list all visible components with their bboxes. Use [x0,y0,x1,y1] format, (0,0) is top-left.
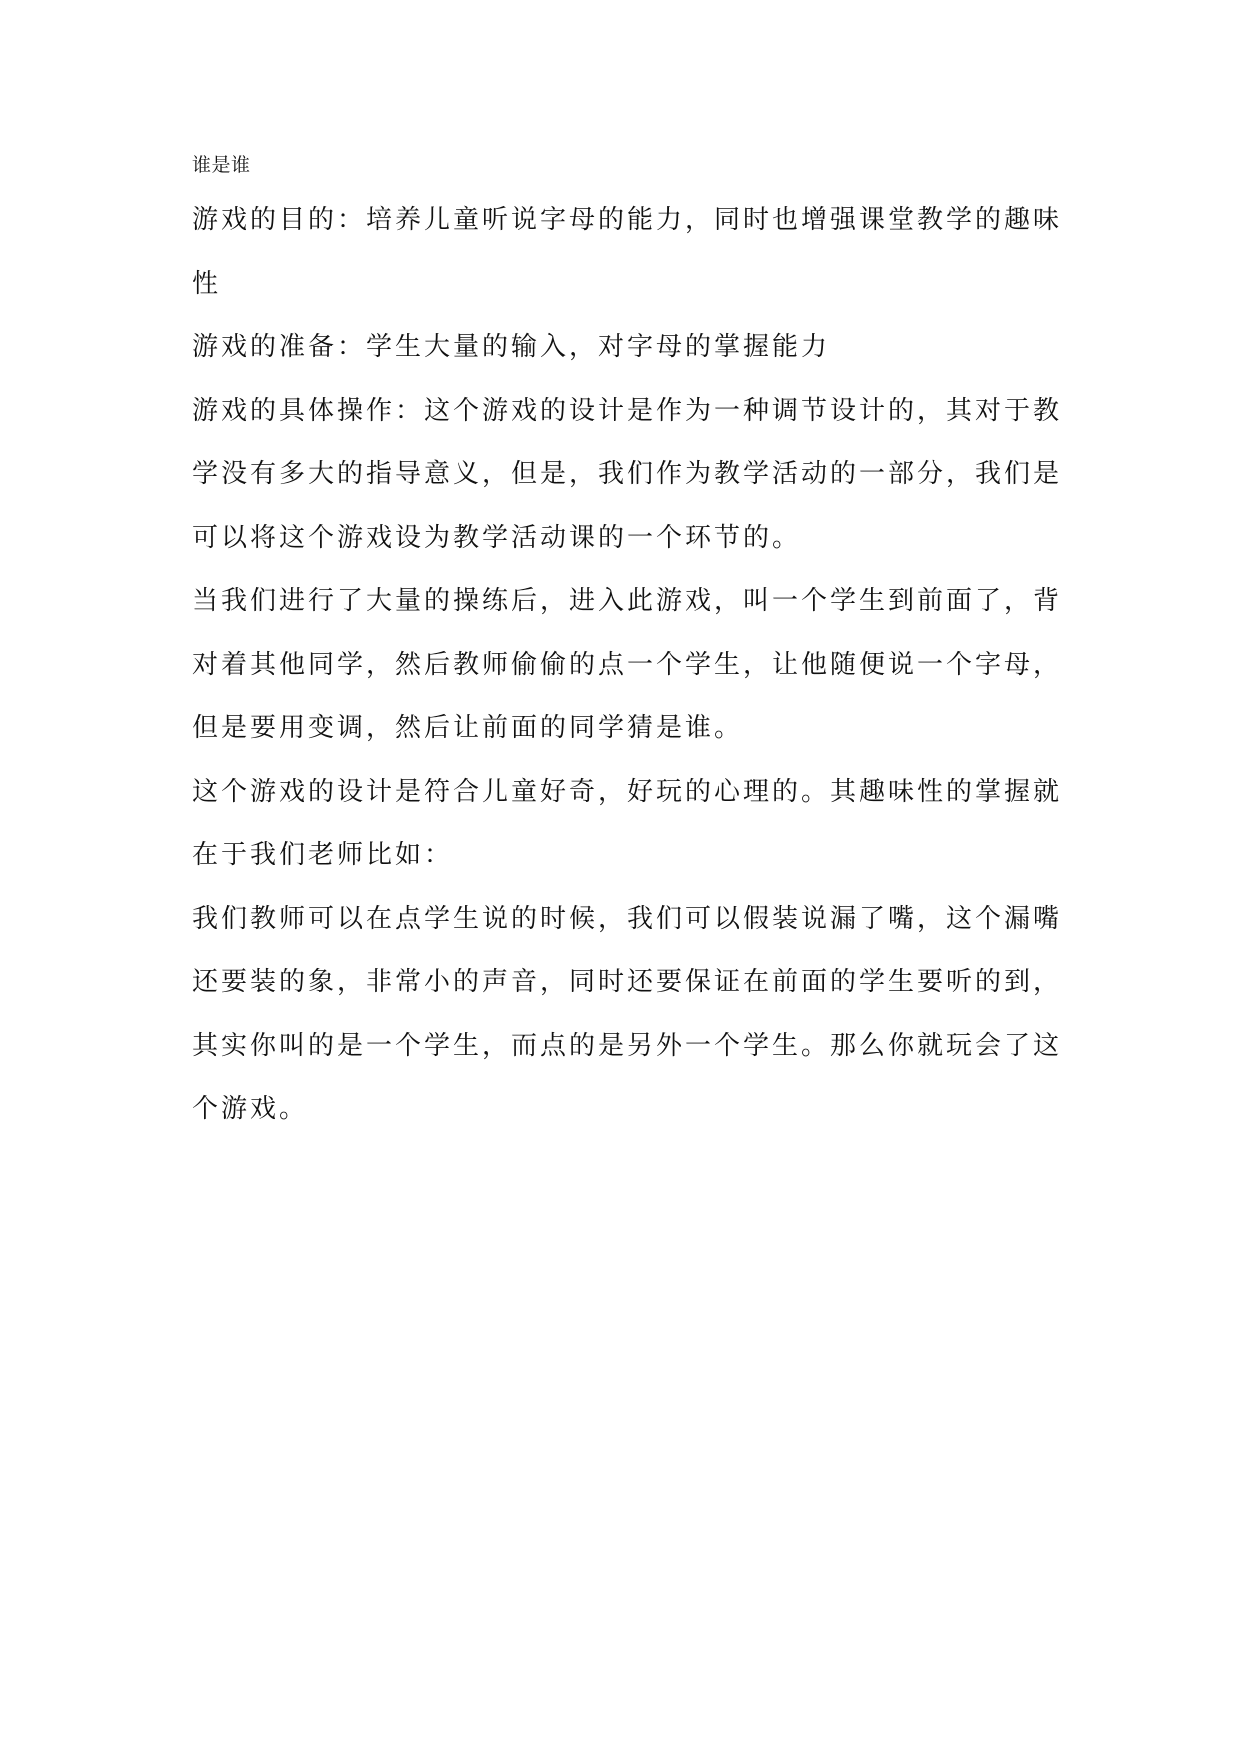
paragraph-example: 我们教师可以在点学生说的时候，我们可以假装说漏了嘴，这个漏嘴还要装的象，非常小的声音，同时还要保证在前面的学生要听的到，其实你叫的是一个学生，而点的是另外一个学生。那么你就玩会了这个游戏。 [192,903,1063,1124]
paragraph-preparation: 游戏的准备：学生大量的输入，对字母的掌握能力 [192,332,831,362]
document-body [192,150,1062,1142]
document-title: 谁是谁 [192,154,251,176]
paragraph-goal: 游戏的目的：培养儿童听说字母的能力，同时也增强课堂教学的趣味性 [192,205,1063,299]
paragraph-operation: 游戏的具体操作：这个游戏的设计是作为一种调节设计的，其对于教学没有多大的指导意义，但是，我们作为教学活动的一部分，我们是可以将这个游戏设为教学活动课的一个环节的。 [192,395,1063,553]
paragraph-interest: 这个游戏的设计是符合儿童好奇，好玩的心理的。其趣味性的掌握就在于我们老师比如： [192,776,1063,870]
paragraph-procedure: 当我们进行了大量的操练后，进入此游戏，叫一个学生到前面了，背对着其他同学，然后教师偷偷的点一个学生，让他随便说一个字母，但是要用变调，然后让前面的同学猜是谁。 [192,586,1063,743]
